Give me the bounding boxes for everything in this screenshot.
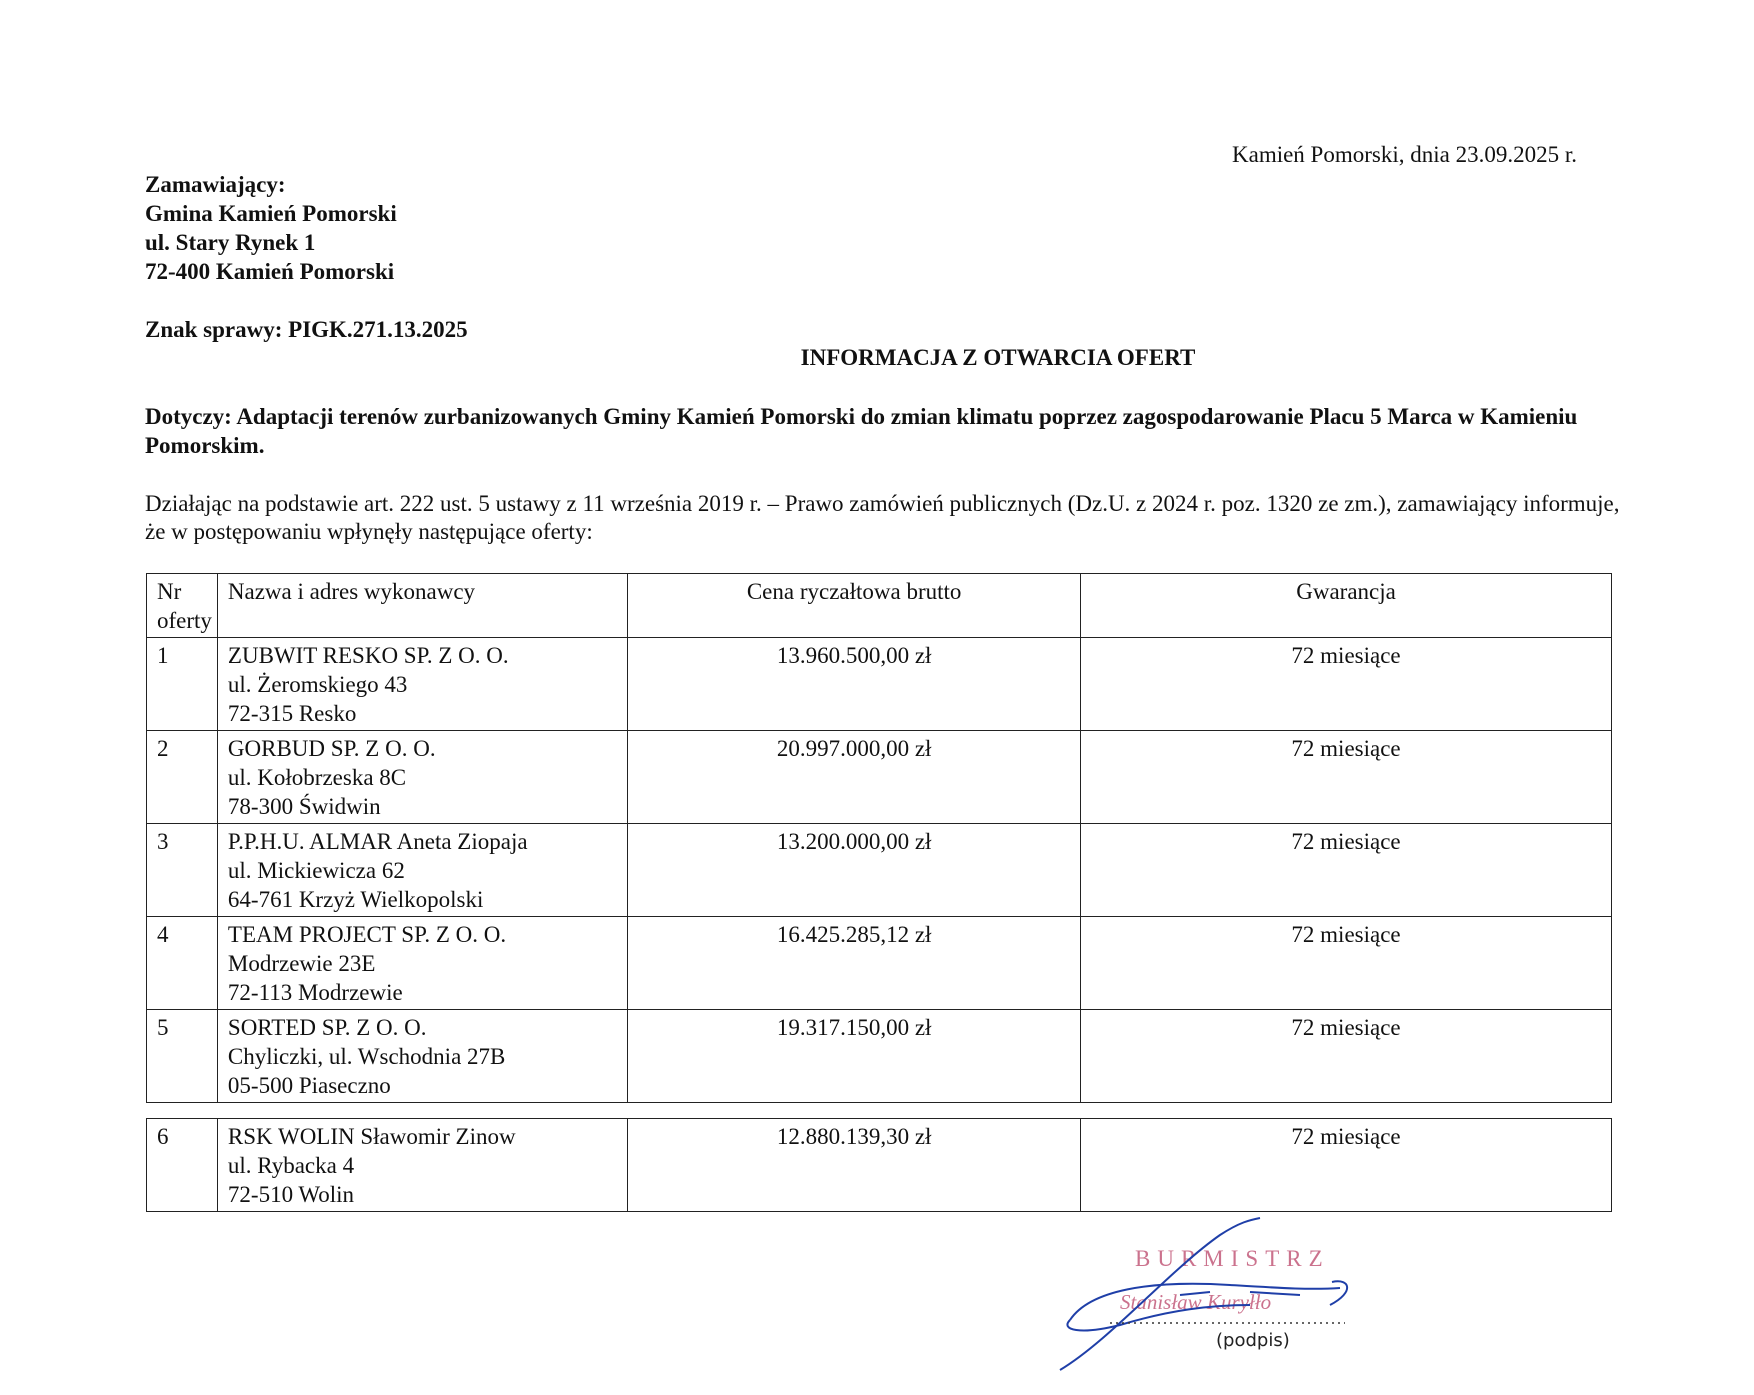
contractor-cell (217, 1010, 627, 1103)
place-date: Kamień Pomorski, dnia 23.09.2025 r. (1232, 142, 1577, 167)
offer-nr: 2 (147, 731, 218, 824)
contractor-name: P.P.H.U. ALMAR Aneta Ziopaja (227, 829, 528, 854)
offer-price: 13.960.500,00 zł (628, 638, 1081, 731)
contractor-name: RSK WOLIN Sławomir Zinow (227, 1124, 516, 1149)
offer-price: 16.425.285,12 zł (628, 917, 1081, 1010)
contractor-city: 64-761 Krzyż Wielkopolski (227, 887, 484, 912)
offers-table-continued (146, 1118, 1612, 1212)
contractor-city: 72-113 Modrzewie (227, 980, 403, 1005)
offer-warranty: 72 miesiące (1081, 731, 1612, 824)
contractor-city: 05-500 Piaseczno (227, 1073, 391, 1098)
header-contractor: Nazwa i adres wykonawcy (217, 574, 627, 638)
contractor-cell (217, 917, 627, 1010)
header-price: Cena ryczałtowa brutto (628, 574, 1081, 638)
offer-nr: 4 (147, 917, 218, 1010)
sender-street: ul. Stary Rynek 1 (145, 230, 316, 255)
contractor-name: GORBUD SP. Z O. O. (227, 736, 436, 761)
contractor-street: ul. Mickiewicza 62 (227, 858, 405, 883)
table-header-row (147, 574, 1612, 638)
stamp-title: BURMISTRZ (1135, 1246, 1330, 1271)
contractor-city: 72-510 Wolin (227, 1182, 355, 1207)
contractor-street: ul. Żeromskiego 43 (227, 672, 408, 697)
table-row (147, 1119, 1612, 1212)
contractor-city: 78-300 Świdwin (227, 794, 381, 819)
intro-paragraph: Działając na podstawie art. 222 ust. 5 ustawy z 11 września 2019 r. – Prawo zamówień publicznych (Dz.U. z 2024 r. poz. 1320 ze zm.), zamawiający informuje, że w postępowaniu wpłynęły następujące oferty: (145, 491, 1620, 544)
contractor-street: ul. Kołobrzeska 8C (227, 765, 407, 790)
document-title (0, 345, 1754, 371)
offer-nr: 3 (147, 824, 218, 917)
offer-nr: 6 (147, 1119, 218, 1212)
sender-block (145, 170, 397, 286)
document-title-text: INFORMACJA Z OTWARCIA OFERT (800, 345, 1196, 370)
header-nr: Nr oferty (147, 574, 218, 638)
table-row (147, 824, 1612, 917)
offer-price: 13.200.000,00 zł (628, 824, 1081, 917)
offer-warranty: 72 miesiące (1081, 1010, 1612, 1103)
table-row (147, 731, 1612, 824)
offer-warranty: 72 miesiące (1081, 917, 1612, 1010)
handwritten-signature (1050, 1210, 1410, 1380)
contractor-street: Chyliczki, ul. Wschodnia 27B (227, 1044, 506, 1069)
signature-area (1050, 1210, 1410, 1380)
offer-nr: 1 (147, 638, 218, 731)
contractor-street: Modrzewie 23E (227, 951, 376, 976)
contractor-name: TEAM PROJECT SP. Z O. O. (227, 922, 507, 947)
subject-line: Dotyczy: Adaptacji terenów zurbanizowanych Gminy Kamień Pomorski do zmian klimatu poprzez zagospodarowanie Placu 5 Marca w Kamieniu Pomorskim. (145, 404, 1578, 458)
offer-nr: 5 (147, 1010, 218, 1103)
contractor-name: ZUBWIT RESKO SP. Z O. O. (227, 643, 509, 668)
table-row (147, 638, 1612, 731)
sender-label: Zamawiający: (145, 172, 286, 197)
table-row (147, 1010, 1612, 1103)
sender-name: Gmina Kamień Pomorski (145, 201, 397, 226)
contractor-cell (217, 638, 627, 731)
offer-warranty: 72 miesiące (1081, 638, 1612, 731)
header-warranty: Gwarancja (1081, 574, 1612, 638)
stamp-name: Stanisław Kuryłło (1120, 1290, 1272, 1314)
contractor-cell (217, 731, 627, 824)
sender-city: 72-400 Kamień Pomorski (145, 259, 395, 284)
offer-price: 19.317.150,00 zł (628, 1010, 1081, 1103)
contractor-name: SORTED SP. Z O. O. (227, 1015, 427, 1040)
table-row (147, 917, 1612, 1010)
offer-price: 20.997.000,00 zł (628, 731, 1081, 824)
offer-price: 12.880.139,30 zł (628, 1119, 1081, 1212)
offer-warranty: 72 miesiące (1081, 1119, 1612, 1212)
signature-caption: (podpis) (1216, 1330, 1290, 1351)
contractor-city: 72-315 Resko (227, 701, 357, 726)
offer-warranty: 72 miesiące (1081, 824, 1612, 917)
offers-table (146, 573, 1612, 1103)
contractor-cell (217, 824, 627, 917)
case-reference: Znak sprawy: PIGK.271.13.2025 (145, 317, 468, 342)
contractor-street: ul. Rybacka 4 (227, 1153, 355, 1178)
contractor-cell (217, 1119, 627, 1212)
